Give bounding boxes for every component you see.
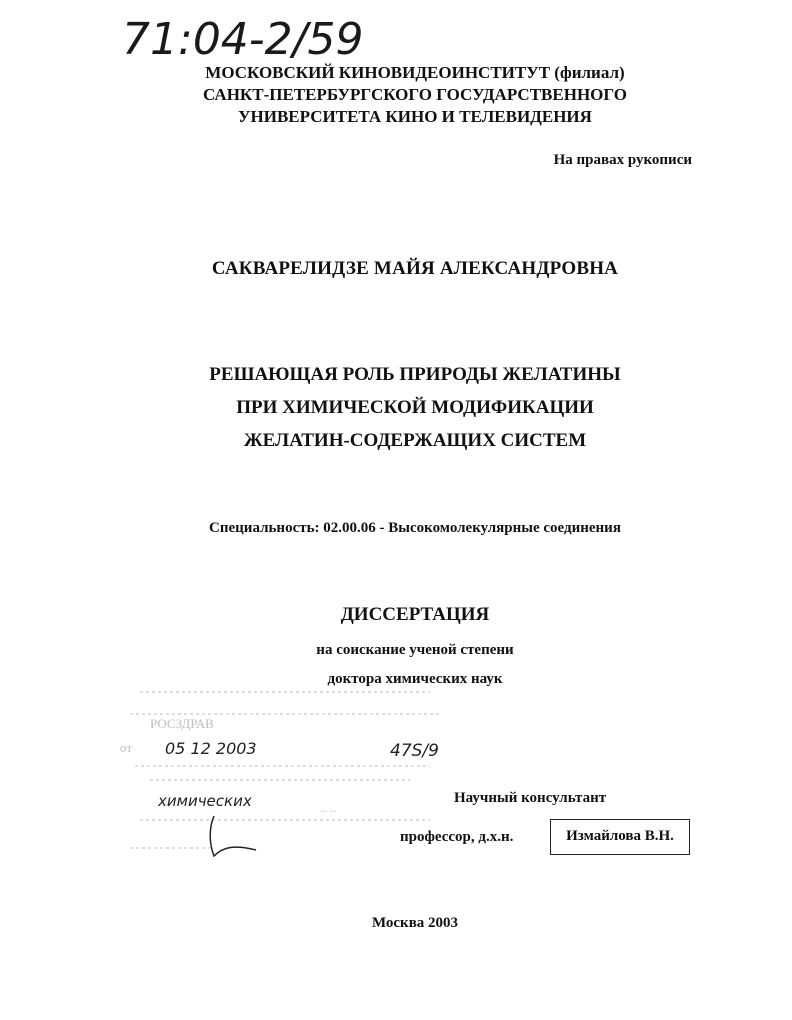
stamp-word: химических <box>158 792 252 810</box>
institution-line-2: САНКТ-ПЕТЕРБУРГСКОГО ГОСУДАРСТВЕННОГО <box>202 85 628 104</box>
title-line-3: ЖЕЛАТИН-СОДЕРЖАЩИХ СИСТЕМ <box>243 430 587 451</box>
catalog-number-text: 71:04-2/59 <box>122 14 364 65</box>
institution-header <box>160 62 670 128</box>
author-name: САКВАРЕЛИДЗЕ МАЙЯ АЛЕКСАНДРОВНА <box>211 258 619 279</box>
specialty-line: Специальность: 02.00.06 - Высокомолекулярные соединения <box>209 520 621 536</box>
stamp-date: 05 12 2003 <box>165 739 257 758</box>
handwritten-catalog-number <box>120 8 420 68</box>
consultant-name-box <box>550 819 690 855</box>
title-line-1: РЕШАЮЩАЯ РОЛЬ ПРИРОДЫ ЖЕЛАТИНЫ <box>209 364 621 385</box>
institution-line-1: МОСКОВСКИЙ КИНОВИДЕОИНСТИТУТ (филиал) <box>205 63 625 82</box>
consultant-label: Научный консультант <box>454 790 607 806</box>
faded-library-stamp <box>110 680 470 880</box>
svg-text:от: от <box>120 740 133 755</box>
city-year: Москва 2003 <box>371 915 459 931</box>
dissertation-heading: ДИССЕРТАЦИЯ <box>340 604 490 625</box>
consultant-name: Измайлова В.Н. <box>566 828 674 844</box>
institution-line-3: УНИВЕРСИТЕТА КИНО И ТЕЛЕВИДЕНИЯ <box>238 107 592 126</box>
degree-line-2: доктора химических наук <box>327 671 503 687</box>
stamp-number: 47Ѕ/9 <box>390 741 439 761</box>
title-line-2: ПРИ ХИМИЧЕСКОЙ МОДИФИКАЦИИ <box>236 397 594 418</box>
svg-text:.. ..: .. .. <box>320 800 337 815</box>
dissertation-title <box>0 358 792 457</box>
signature-scribble <box>210 816 256 856</box>
degree-line-1: на соискание ученой степени <box>316 642 514 658</box>
manuscript-rights-note: На правах рукописи <box>553 152 692 168</box>
svg-text:РОСЗДРАВ: РОСЗДРАВ <box>150 716 214 731</box>
consultant-title: профессор, д.х.н. <box>400 829 514 845</box>
